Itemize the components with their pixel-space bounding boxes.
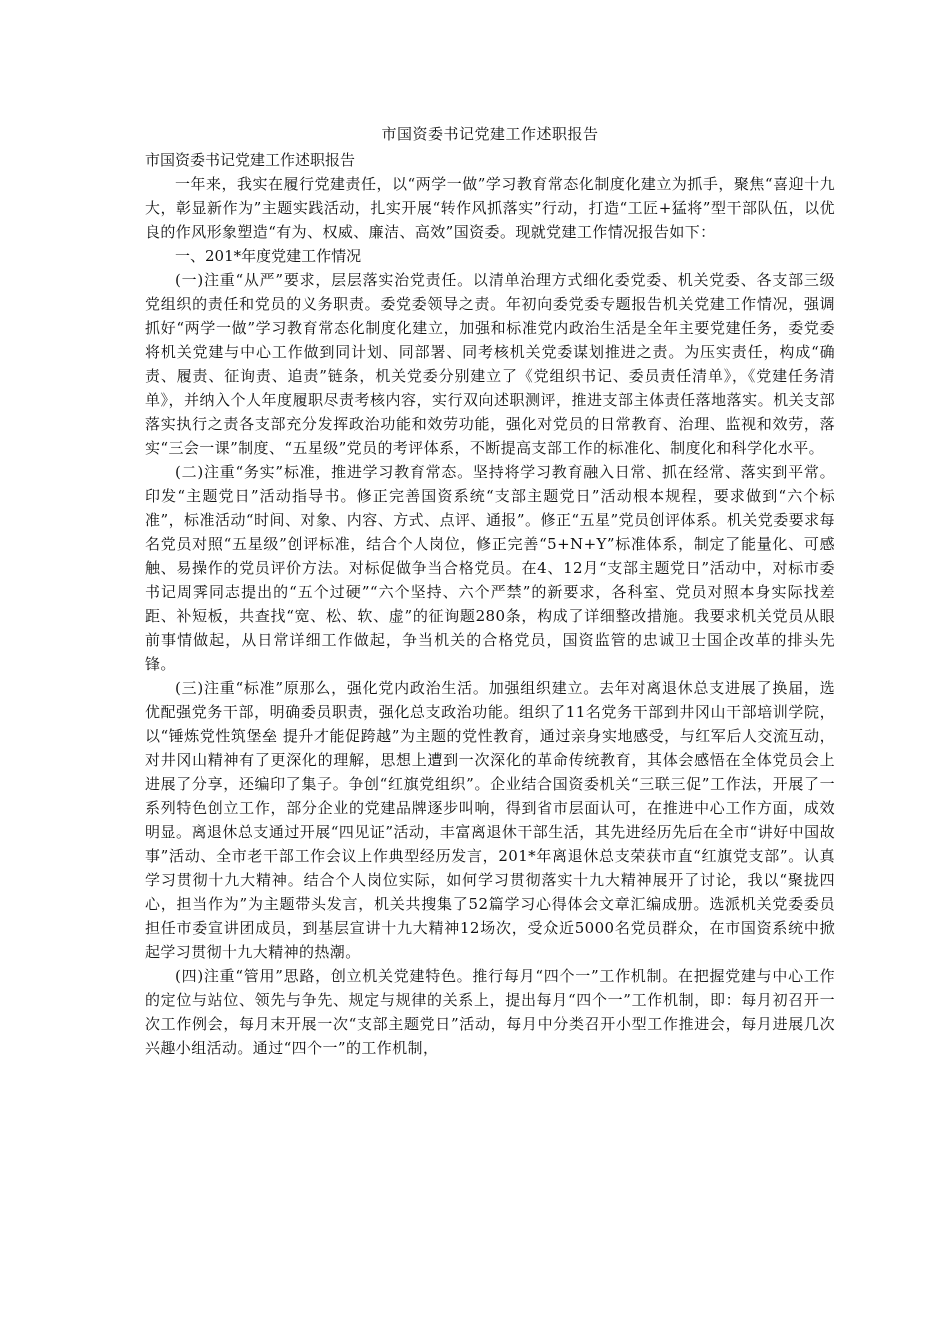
- paragraph-1: (一)注重“从严”要求，层层落实治党责任。以清单治理方式细化委党委、机关党委、各支部三级党组织的责任和党员的义务职责。委党委领导之责。年初向委党委专题报告机关党建工作情况，强调抓好“两学一做”学习教育常态化制度化建立，加强和标准党内政治生活是全年主要党建任务，委党委将机关党建与中心工作做到同计划、同部署、同考核机关党委谋划推进之责。为压实责任，构成“确责、履责、征询责、追责”链条，机关党委分别建立了《党组织书记、委员责任清单》，《党建任务清单》，并纳入个人年度履职尽责考核内容，实行双向述职测评，推进支部主体责任落地落实。机关支部落实执行之责各支部充分发挥政治功能和效劳功能，强化对党员的日常教育、治理、监视和效劳，落实“三会一课”制度、“五星级”党员的考评体系，不断提高支部工作的标准化、制度化和科学化水平。: [145, 271, 835, 457]
- paragraph-4: (四)注重“管用”思路，创立机关党建特色。推行每月“四个一”工作机制。在把握党建与中心工作的定位与站位、领先与争先、规定与规律的关系上，提出每月“四个一”工作机制，即：每月初召开一次工作例会，每月末开展一次“支部主题党日”活动，每月中分类召开小型工作推进会，每月进展几次兴趣小组活动。通过“四个一”的工作机制，: [145, 967, 835, 1057]
- intro-paragraph: 一年来，我实在履行党建责任，以“两学一做”学习教育常态化制度化建立为抓手，聚焦“喜迎十九大，彰显新作为”主题实践活动，扎实开展“转作风抓落实”行动，打造“工匠+猛将”型干部队伍，以优良的作风形象塑造“有为、权威、廉洁、高效”国资委。现就党建工作情况报告如下：: [145, 175, 835, 241]
- document-title: 市国资委书记党建工作述职报告: [381, 125, 599, 143]
- paragraph-2: (二)注重“务实”标准，推进学习教育常态。坚持将学习教育融入日常、抓在经常、落实到平常。印发“主题党日”活动指导书。修正完善国资系统“支部主题党日”活动根本规程，要求做到“六个标准”，标准活动“时间、对象、内容、方式、点评、通报”。修正“五星”党员创评体系。机关党委要求每名党员对照“五星级”创评标准，结合个人岗位，修正完善“5+N+Y”标准体系，制定了能量化、可感触、易操作的党员评价方法。对标促做争当合格党员。在4、12月“支部主题党日”活动中，对标市委书记周霁同志提出的“五个过硬”“六个坚持、六个严禁”的新要求，各科室、党员对照本身实际找差距、补短板，共查找“宽、松、软、虚”的征询题280条，构成了详细整改措施。我要求机关党员从眼前事情做起，从日常详细工作做起，争当机关的合格党员，国资监管的忠诚卫士国企改革的排头先锋。: [145, 463, 835, 673]
- paragraph-3: (三)注重“标准”原那么，强化党内政治生活。加强组织建立。去年对离退休总支进展了换届，选优配强党务干部，明确委员职责，强化总支政治功能。组织了11名党务干部到井冈山干部培训学院，以“锤炼党性筑堡垒 提升才能促跨越”为主题的党性教育，通过亲身实地感受，与红军后人交流互动，对井冈山精神有了更深化的理解，思想上遭到一次深化的革命传统教育，其体会感悟在全体党员会上进展了分享，还编印了集子。争创“红旗党组织”。企业结合国资委机关“三联三促”工作法，开展了一系列特色创立工作，部分企业的党建品牌逐步叫响，得到省市层面认可，在推进中心工作方面，成效明显。离退休总支通过开展“四见证”活动，丰富离退休干部生活，其先进经历先后在全市“讲好中国故事”活动、全市老干部工作会议上作典型经历发言，201*年离退休总支荣获市直“红旗党支部”。认真学习贯彻十九大精神。结合个人岗位实际，如何学习贯彻落实十九大精神展开了讨论，我以“聚拢四心，担当作为”为主题带头发言，机关共搜集了52篇学习心得体会文章汇编成册。选派机关党委委员担任市委宣讲团成员，到基层宣讲十九大精神12场次，受众近5000名党员群众，在市国资系统中掀起学习贯彻十九大精神的热潮。: [145, 679, 835, 961]
- section-heading: 一、201*年度党建工作情况: [175, 247, 362, 265]
- document-page: [145, 124, 835, 1060]
- document-subtitle: 市国资委书记党建工作述职报告: [145, 151, 356, 169]
